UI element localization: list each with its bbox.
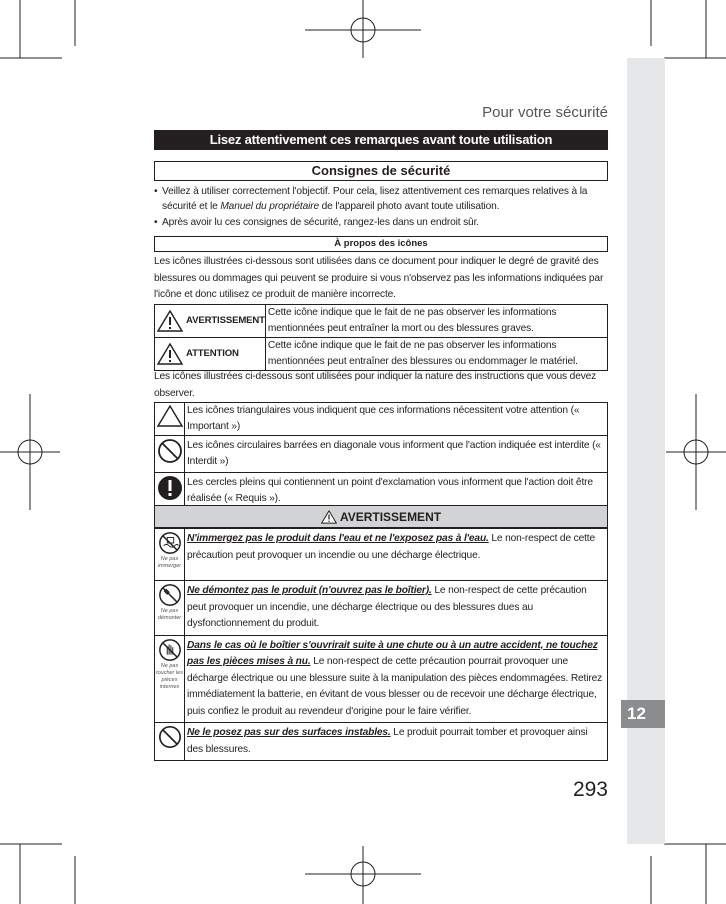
icon-caption: Ne pas toucher les pièces internes <box>156 662 183 690</box>
no-water-icon <box>158 531 182 555</box>
table-row <box>155 305 608 338</box>
no-touch-icon <box>158 638 182 662</box>
warning-text: N'immergez pas le produit dans l'eau et ne l'exposez pas à l'eau. Le non-respect de cette précaution peut provoquer un incendie ou une décharge électrique. <box>187 533 595 561</box>
bullet-list <box>154 184 610 231</box>
bullet-item: • Après avoir lu ces consignes de sécurité, rangez-les dans un endroit sûr. <box>154 215 610 230</box>
icons-intro-2: Les icônes illustrées ci-dessous sont utilisées pour indiquer la nature des instructions que vous devez observer. <box>154 371 597 399</box>
severity-label: ATTENTION <box>186 348 239 359</box>
no-disassembly-icon <box>158 583 182 607</box>
warning-box <box>154 505 608 761</box>
important-triangle-icon <box>157 405 183 427</box>
warning-triangle-icon <box>157 343 183 365</box>
table-row <box>155 403 608 436</box>
warning-text: Ne le posez pas sur des surfaces instables. Le produit pourrait tomber et provoquer ainsi des blessures. <box>187 727 588 755</box>
table-row <box>155 436 608 473</box>
warning-triangle-icon <box>321 510 337 524</box>
warning-text: Ne démontez pas le produit (n'ouvrez pas le boîtier). Le non-respect de cette précaution peut provoquer un incendie, une décharge électrique ou des blessures dues au dysfonctionnement du produit. <box>187 585 587 629</box>
icon-type-text: Les icônes triangulaires vous indiquent que ces informations nécessitent votre attention (« Important ») <box>185 403 608 436</box>
severity-table <box>154 304 608 371</box>
table-row <box>155 473 608 510</box>
bullet-item: • Veillez à utiliser correctement l'objectif. Pour cela, lisez attentivement ces remarques relatives à la sécurité et le Manuel du propriétaire de l'appareil photo avant toute utilisation. <box>154 184 610 214</box>
icon-type-table <box>154 402 608 510</box>
section-title: Consignes de sécurité <box>154 161 608 181</box>
icon-caption: Ne pas immerger <box>157 556 182 569</box>
icons-section-title: À propos des icônes <box>154 236 608 252</box>
icons-intro: Les icônes illustrées ci-dessous sont utilisées dans ce document pour indiquer le degré de gravité des blessures ou dommages qui peuvent se produire si vous n'observez pas les informations indiquées par l'icône et donc utilisez ce produit de manière incorrecte. <box>154 256 604 300</box>
severity-label: AVERTISSEMENT <box>186 315 265 326</box>
icon-caption: Ne pas démonter <box>157 608 182 621</box>
page-number: 293 <box>572 778 608 801</box>
warning-row <box>155 635 607 723</box>
prohibited-circle-icon <box>157 438 183 464</box>
warning-header: AVERTISSEMENT <box>155 506 607 528</box>
warning-row <box>155 722 607 760</box>
icon-type-text: Les icônes circulaires barrées en diagonale vous informent que l'action indiquée est interdite (« Interdit ») <box>185 436 608 473</box>
icon-type-text: Les cercles pleins qui contiennent un point d'exclamation vous informent que l'action doit être réalisée (« Requis »). <box>185 473 608 510</box>
severity-text: Cette icône indique que le fait de ne pas observer les informations mentionnées peut entraîner des blessures ou endommager le matériel. <box>265 338 607 371</box>
severity-text: Cette icône indique que le fait de ne pas observer les informations mentionnées peut entraîner la mort ou des blessures graves. <box>265 305 607 338</box>
table-row <box>155 338 608 371</box>
warning-text: Dans le cas où le boîtier s'ouvrirait suite à une chute ou à un autre accident, ne touchez pas les pièces mises à nu. Le non-respect de cette précaution pourrait provoquer une décharge électrique ou une blessure suite à la manipulation des pièces endommagées. Retirez immédiatement la batterie, en évitant de vous blesser ou de recevoir une décharge électrique, puis confiez le produit au revendeur d'origine pour le faire vérifier. <box>187 639 603 717</box>
required-exclamation-icon <box>157 475 183 501</box>
title-bar: Lisez attentivement ces remarques avant toute utilisation <box>154 130 608 150</box>
prohibited-circle-icon <box>158 725 182 749</box>
running-title: Pour votre sécurité <box>482 104 608 121</box>
chapter-number: 12 <box>621 700 665 728</box>
warning-row <box>155 528 607 580</box>
warning-row <box>155 580 607 635</box>
warning-triangle-icon <box>157 310 183 332</box>
